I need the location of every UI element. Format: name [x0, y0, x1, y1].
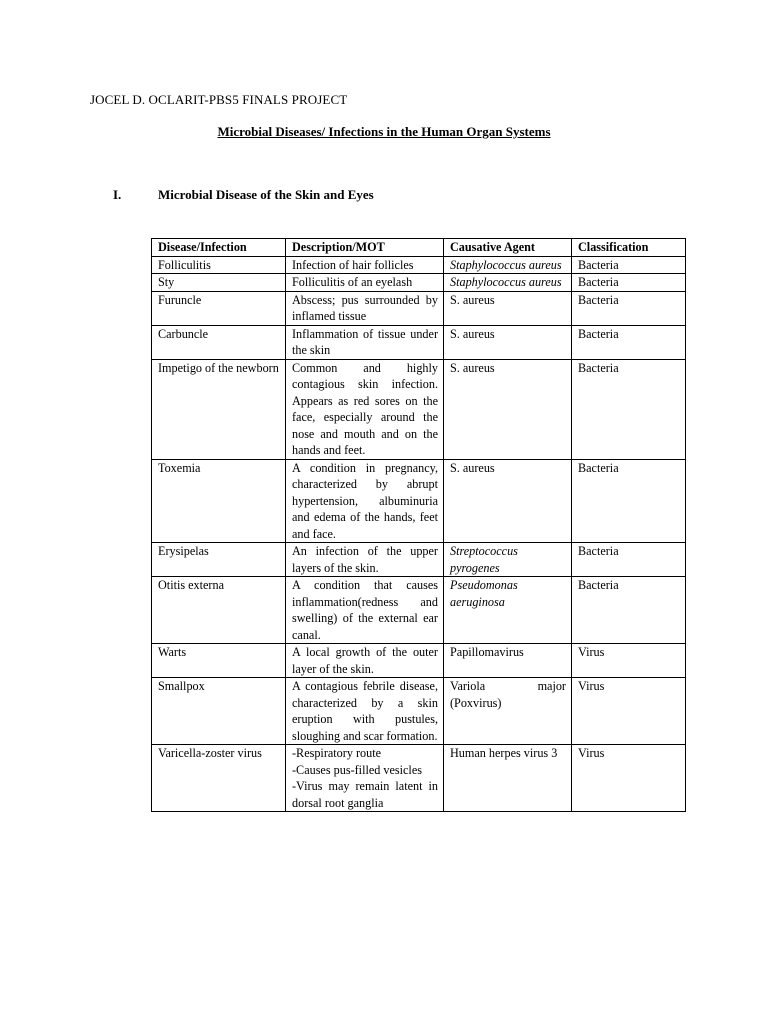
cell-disease: Impetigo of the newborn [152, 359, 286, 459]
cell-description [286, 745, 444, 812]
description-line: -Causes pus-filled vesicles [292, 762, 422, 777]
header-classification: Classification [572, 239, 686, 257]
cell-agent: S. aureus [444, 459, 572, 543]
header-agent: Causative Agent [444, 239, 572, 257]
table-body [152, 256, 686, 812]
cell-agent: Staphylococcus aureus [444, 274, 572, 292]
cell-agent: Streptococcus pyrogenes [444, 543, 572, 577]
cell-classification: Bacteria [572, 577, 686, 644]
table-row [152, 678, 686, 745]
cell-disease: Sty [152, 274, 286, 292]
description-line: -Virus may remain latent in dorsal root ganglia [292, 779, 438, 810]
table-row [152, 459, 686, 543]
cell-disease: Folliculitis [152, 256, 286, 274]
cell-classification: Bacteria [572, 291, 686, 325]
cell-classification: Virus [572, 644, 686, 678]
cell-classification: Bacteria [572, 274, 686, 292]
cell-disease: Varicella-zoster virus [152, 745, 286, 812]
table-header-row [152, 239, 686, 257]
cell-agent: S. aureus [444, 325, 572, 359]
cell-description: Common and highly contagious skin infection. Appears as red sores on the face, especially around the nose and mouth and on the hands and feet. [286, 359, 444, 459]
disease-table [151, 238, 686, 812]
section-number: I. [113, 187, 122, 202]
cell-disease: Otitis externa [152, 577, 286, 644]
author-line: JOCEL D. OCLARIT-PBS5 FINALS PROJECT [90, 92, 348, 107]
cell-agent: Variola major (Poxvirus) [444, 678, 572, 745]
cell-description: A condition in pregnancy, characterized by abrupt hypertension, albuminuria and edema of the hands, feet and face. [286, 459, 444, 543]
cell-description: An infection of the upper layers of the skin. [286, 543, 444, 577]
cell-agent: Human herpes virus 3 [444, 745, 572, 812]
table-row [152, 325, 686, 359]
cell-disease: Carbuncle [152, 325, 286, 359]
table-row [152, 291, 686, 325]
cell-agent: Papillomavirus [444, 644, 572, 678]
cell-disease: Toxemia [152, 459, 286, 543]
cell-disease: Smallpox [152, 678, 286, 745]
table-row [152, 577, 686, 644]
table-row [152, 745, 686, 812]
cell-disease: Erysipelas [152, 543, 286, 577]
cell-description: Inflammation of tissue under the skin [286, 325, 444, 359]
cell-classification: Bacteria [572, 459, 686, 543]
cell-agent: Pseudomonas aeruginosa [444, 577, 572, 644]
cell-disease: Warts [152, 644, 286, 678]
cell-description: A local growth of the outer layer of the skin. [286, 644, 444, 678]
cell-description: Infection of hair follicles [286, 256, 444, 274]
header-description: Description/MOT [286, 239, 444, 257]
table-row [152, 256, 686, 274]
description-line: -Respiratory route [292, 746, 382, 760]
cell-classification: Bacteria [572, 325, 686, 359]
table-row [152, 543, 686, 577]
cell-agent: Staphylococcus aureus [444, 256, 572, 274]
cell-description: Abscess; pus surrounded by inflamed tissue [286, 291, 444, 325]
cell-classification: Virus [572, 678, 686, 745]
cell-description: A condition that causes inflammation(redness and swelling) of the external ear canal. [286, 577, 444, 644]
cell-agent: S. aureus [444, 359, 572, 459]
cell-classification: Virus [572, 745, 686, 812]
table-row [152, 644, 686, 678]
cell-agent: S. aureus [444, 291, 572, 325]
table-row [152, 359, 686, 459]
cell-disease: Furuncle [152, 291, 286, 325]
cell-description: A contagious febrile disease, characterized by a skin eruption with pustules, sloughing and scar formation. [286, 678, 444, 745]
cell-classification: Bacteria [572, 359, 686, 459]
header-disease: Disease/Infection [152, 239, 286, 257]
cell-description: Folliculitis of an eyelash [286, 274, 444, 292]
section-heading [113, 187, 374, 203]
cell-classification: Bacteria [572, 256, 686, 274]
document-title: Microbial Diseases/ Infections in the Human Organ Systems [217, 124, 551, 139]
section-title: Microbial Disease of the Skin and Eyes [158, 187, 374, 202]
cell-classification: Bacteria [572, 543, 686, 577]
table-row [152, 274, 686, 292]
